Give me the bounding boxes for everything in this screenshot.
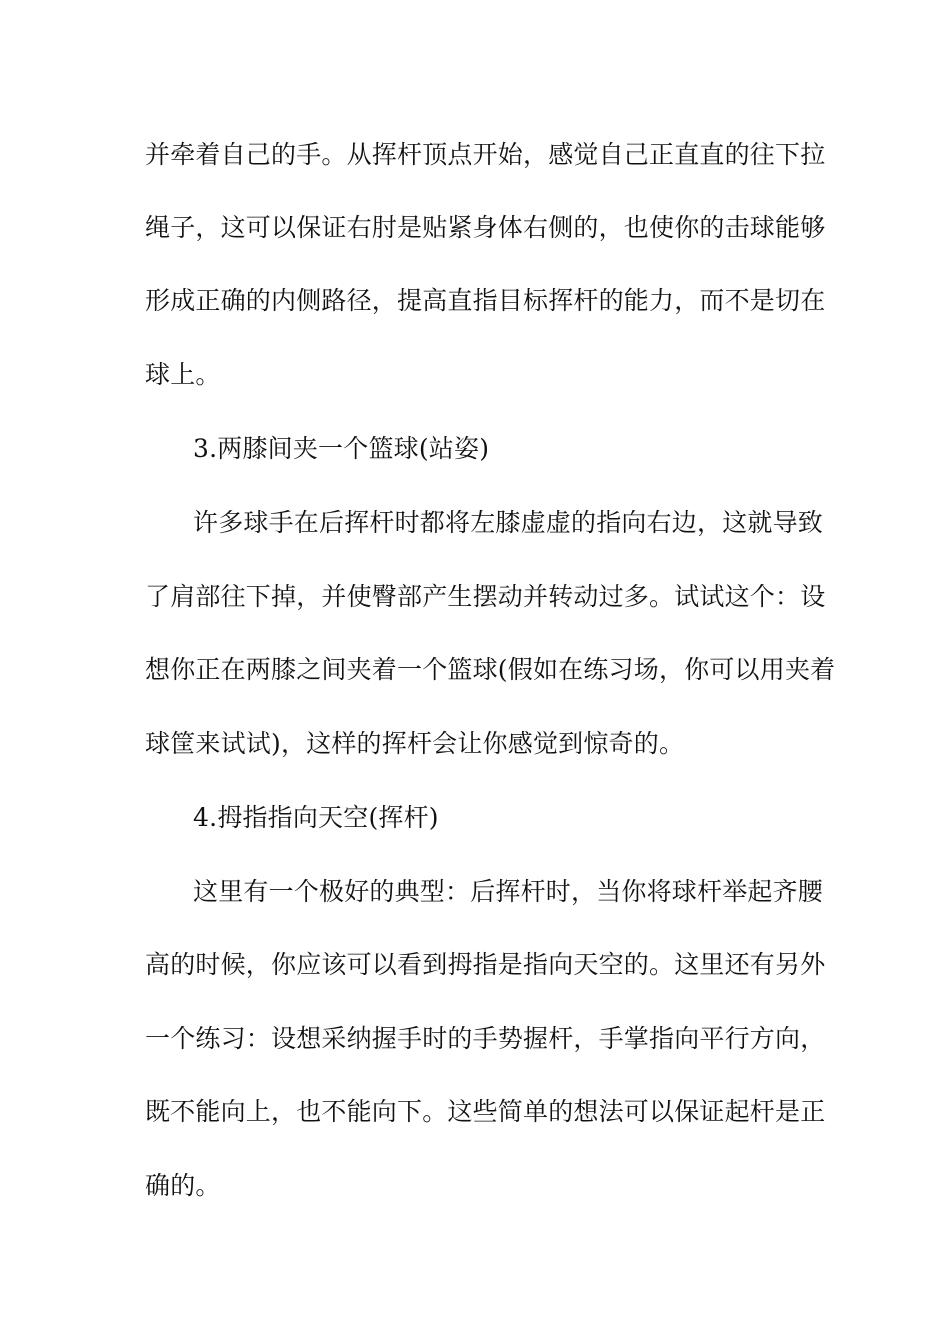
paragraph-line: 确的。: [145, 1171, 221, 1200]
paragraph-line: 绳子，这可以保证右肘是贴紧身体右侧的，也使你的击球能够: [145, 213, 826, 242]
paragraph-line: 一个练习：设想采纳握手时的手势握杆，手掌指向平行方向，: [145, 1024, 826, 1053]
paragraph-line: 高的时候，你应该可以看到拇指是指向天空的。这里还有另外: [145, 950, 826, 979]
paragraph-line: 了肩部往下掉，并使臀部产生摆动并转动过多。试试这个：设: [145, 582, 826, 611]
paragraph-line: 球上。: [145, 360, 221, 389]
paragraph-line: 既不能向上，也不能向下。这些简单的想法可以保证起杆是正: [145, 1097, 826, 1126]
paragraph-line: 并牵着自己的手。从挥杆顶点开始，感觉自己正直直的往下拉: [145, 140, 826, 169]
paragraph-line: 这里有一个极好的典型：后挥杆时，当你将球杆举起齐腰: [193, 877, 824, 906]
section-heading: 3.两膝间夹一个篮球(站姿): [193, 434, 490, 463]
paragraph-line: 想你正在两膝之间夹着一个篮球(假如在练习场，你可以用夹着: [145, 655, 836, 684]
paragraph-line: 球筐来试试)，这样的挥杆会让你感觉到惊奇的。: [145, 729, 685, 758]
paragraph-line: 许多球手在后挥杆时都将左膝虚虚的指向右边，这就导致: [193, 508, 824, 537]
paragraph-line: 形成正确的内侧路径，提高直指目标挥杆的能力，而不是切在: [145, 286, 826, 315]
section-heading: 4.拇指指向天空(挥杆): [193, 803, 439, 832]
